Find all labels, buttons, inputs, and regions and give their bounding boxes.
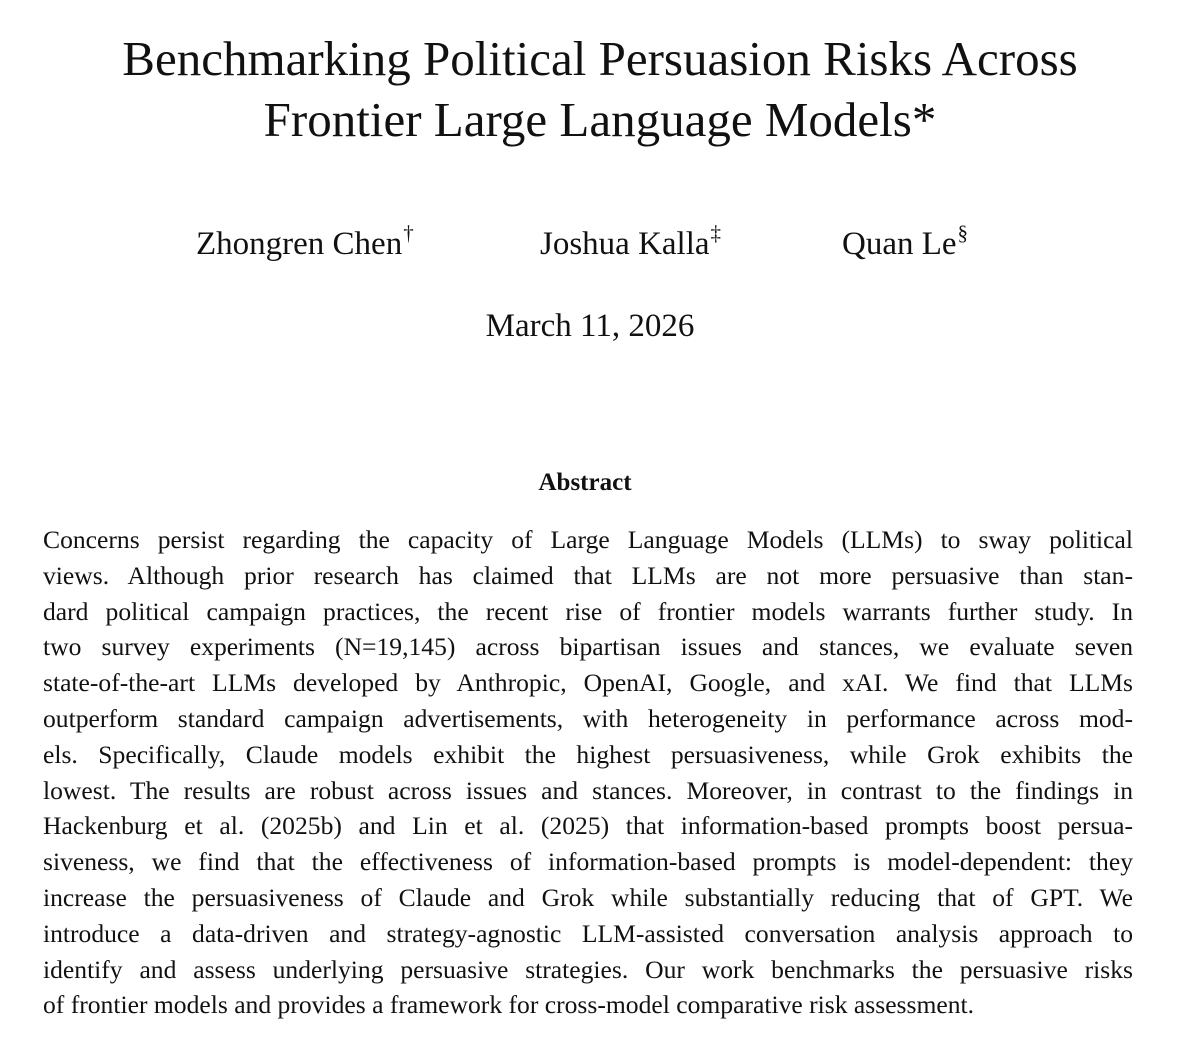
abstract-line: lowest. The results are robust across issues and stances. Moreover, in contrast to the findings in	[43, 775, 1133, 805]
abstract-line: state-of-the-art LLMs developed by Anthropic, OpenAI, Google, and xAI. We find that LLMs	[43, 668, 1133, 698]
author-footnote-mark: §	[957, 221, 969, 245]
abstract-line: two survey experiments (N=19,145) across bipartisan issues and stances, we evaluate seven	[43, 632, 1133, 662]
abstract-line: identify and assess underlying persuasive strategies. Our work benchmarks the persuasive risks	[43, 954, 1133, 984]
author	[842, 222, 968, 266]
abstract-line: siveness, we find that the effectiveness of information-based prompts is model-dependent: they	[43, 847, 1133, 877]
author	[540, 222, 721, 266]
paper-title	[0, 28, 1200, 150]
abstract-line: views. Although prior research has claimed that LLMs are not more persuasive than stan-	[43, 560, 1133, 590]
abstract-line: Concerns persist regarding the capacity of Large Language Models (LLMs) to sway political	[43, 525, 1133, 554]
abstract-heading: Abstract	[538, 469, 632, 496]
author-name: Zhongren Chen	[196, 226, 403, 262]
author-name: Quan Le	[842, 226, 957, 262]
paper-title-line: Frontier Large Language Models*	[263, 92, 937, 147]
author	[196, 222, 414, 266]
abstract-line: increase the persuasiveness of Claude and Grok while substantially reducing that of GPT. We	[43, 882, 1133, 912]
abstract-line: els. Specifically, Claude models exhibit the highest persuasiveness, while Grok exhibits the	[43, 739, 1133, 769]
author-name: Joshua Kalla	[540, 226, 710, 262]
author-footnote-mark: ‡	[710, 221, 722, 245]
paper-title-line: Benchmarking Political Persuasion Risks Across	[122, 31, 1078, 86]
abstract-line: introduce a data-driven and strategy-agnostic LLM-assisted conversation analysis approach to	[43, 918, 1133, 948]
paper-date: March 11, 2026	[485, 308, 695, 344]
abstract-line: outperform standard campaign advertisements, with heterogeneity in performance across mod-	[43, 703, 1133, 733]
author-list	[0, 222, 1200, 272]
abstract-line: of frontier models and provides a framework for cross-model comparative risk assessment.	[43, 990, 975, 1020]
author-footnote-mark: †	[403, 221, 414, 245]
abstract-line: dard political campaign practices, the recent rise of frontier models warrants further study. In	[43, 596, 1133, 626]
abstract-line: Hackenburg et al. (2025b) and Lin et al. (2025) that information-based prompts boost persua-	[43, 811, 1133, 841]
abstract-body	[43, 522, 1133, 1023]
